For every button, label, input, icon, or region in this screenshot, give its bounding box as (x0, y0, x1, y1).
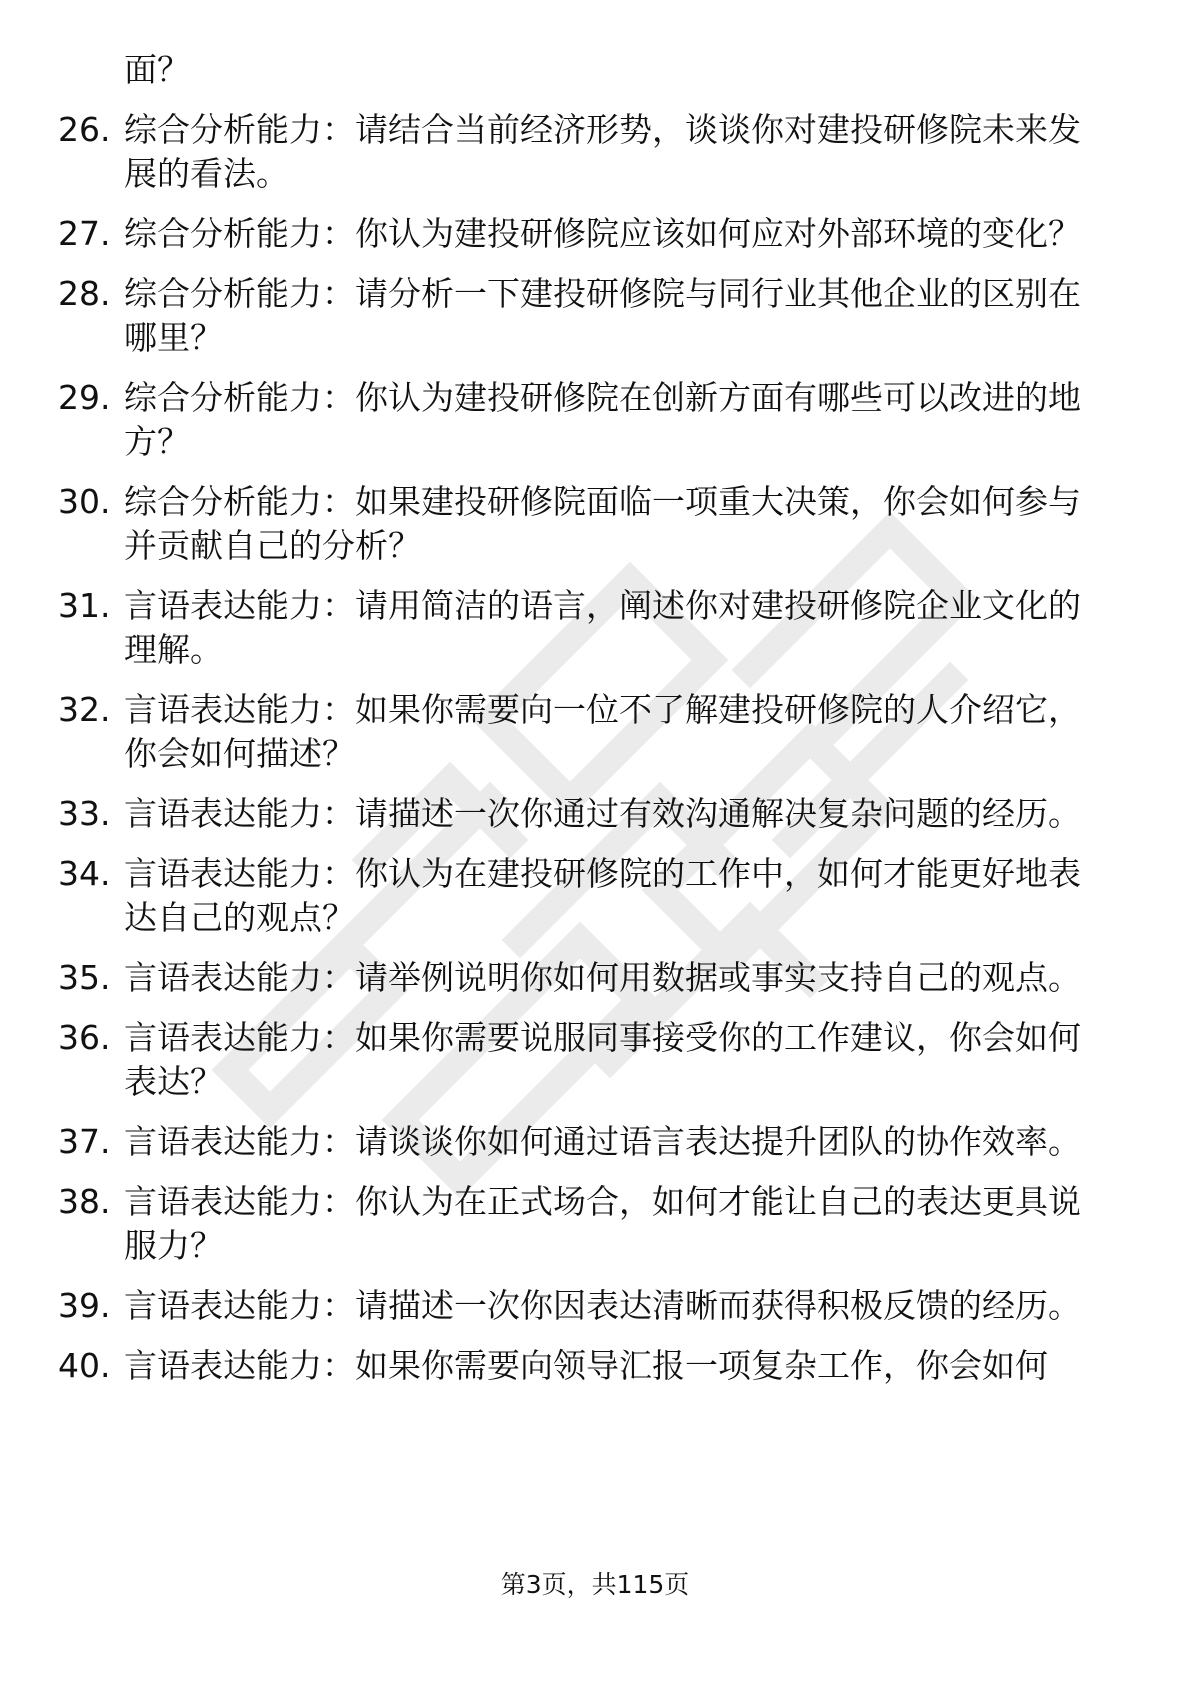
list-item (58, 584, 1118, 672)
item-text: 综合分析能力：你认为建投研修院在创新方面有哪些可以改进的地方？ (124, 378, 1081, 461)
question-list (58, 48, 1118, 1388)
item-text: 言语表达能力：请用简洁的语言，阐述你对建投研修院企业文化的理解。 (124, 586, 1081, 669)
item-text: 言语表达能力：请谈谈你如何通过语言表达提升团队的协作效率。 (124, 1122, 1081, 1161)
list-item (58, 1344, 1118, 1388)
item-text: 言语表达能力：如果你需要向领导汇报一项复杂工作，你会如何 (124, 1346, 1048, 1385)
item-text: 言语表达能力：你认为在正式场合，如何才能让自己的表达更具说服力？ (124, 1182, 1081, 1265)
list-item (58, 480, 1118, 568)
list-item (58, 212, 1118, 256)
item-number: 34. (58, 854, 111, 893)
item-text: 综合分析能力：如果建投研修院面临一项重大决策，你会如何参与并贡献自己的分析？ (124, 482, 1081, 565)
item-number: 32. (58, 690, 111, 729)
list-item (58, 108, 1118, 196)
list-item (58, 272, 1118, 360)
item-number: 40. (58, 1346, 111, 1385)
item-text: 言语表达能力：你认为在建投研修院的工作中，如何才能更好地表达自己的观点？ (124, 854, 1081, 937)
item-number: 27. (58, 214, 111, 253)
item-text: 综合分析能力：请分析一下建投研修院与同行业其他企业的区别在哪里？ (124, 274, 1081, 357)
item-number: 35. (58, 958, 111, 997)
item-text: 言语表达能力：请举例说明你如何用数据或事实支持自己的观点。 (124, 958, 1081, 997)
item-number: 30. (58, 482, 111, 521)
list-item (58, 1284, 1118, 1328)
list-item (58, 1180, 1118, 1268)
item-text: 言语表达能力：请描述一次你通过有效沟通解决复杂问题的经历。 (124, 794, 1081, 833)
page-footer: 第3页，共115页 (500, 1570, 690, 1599)
list-item (58, 1120, 1118, 1164)
item-number: 37. (58, 1122, 111, 1161)
item-text: 综合分析能力：请结合当前经济形势，谈谈你对建投研修院未来发展的看法。 (124, 110, 1081, 193)
item-number: 26. (58, 110, 111, 149)
item-text: 综合分析能力：你认为建投研修院应该如何应对外部环境的变化？ (124, 214, 1081, 253)
item-text: 言语表达能力：请描述一次你因表达清晰而获得积极反馈的经历。 (124, 1286, 1081, 1325)
list-item (58, 1016, 1118, 1104)
item-number: 29. (58, 378, 111, 417)
item-text: 言语表达能力：如果你需要向一位不了解建投研修院的人介绍它，你会如何描述？ (124, 690, 1081, 773)
item-number: 39. (58, 1286, 111, 1325)
item-number: 38. (58, 1182, 111, 1221)
item-number: 28. (58, 274, 111, 313)
item-text: 言语表达能力：如果你需要说服同事接受你的工作建议，你会如何表达？ (124, 1018, 1081, 1101)
item-number: 36. (58, 1018, 111, 1057)
continuation-text: 面？ (124, 50, 190, 89)
list-item (58, 956, 1118, 1000)
list-item (58, 376, 1118, 464)
list-item (58, 688, 1118, 776)
item-number: 31. (58, 586, 111, 625)
list-item (58, 792, 1118, 836)
item-number: 33. (58, 794, 111, 833)
list-item (58, 852, 1118, 940)
